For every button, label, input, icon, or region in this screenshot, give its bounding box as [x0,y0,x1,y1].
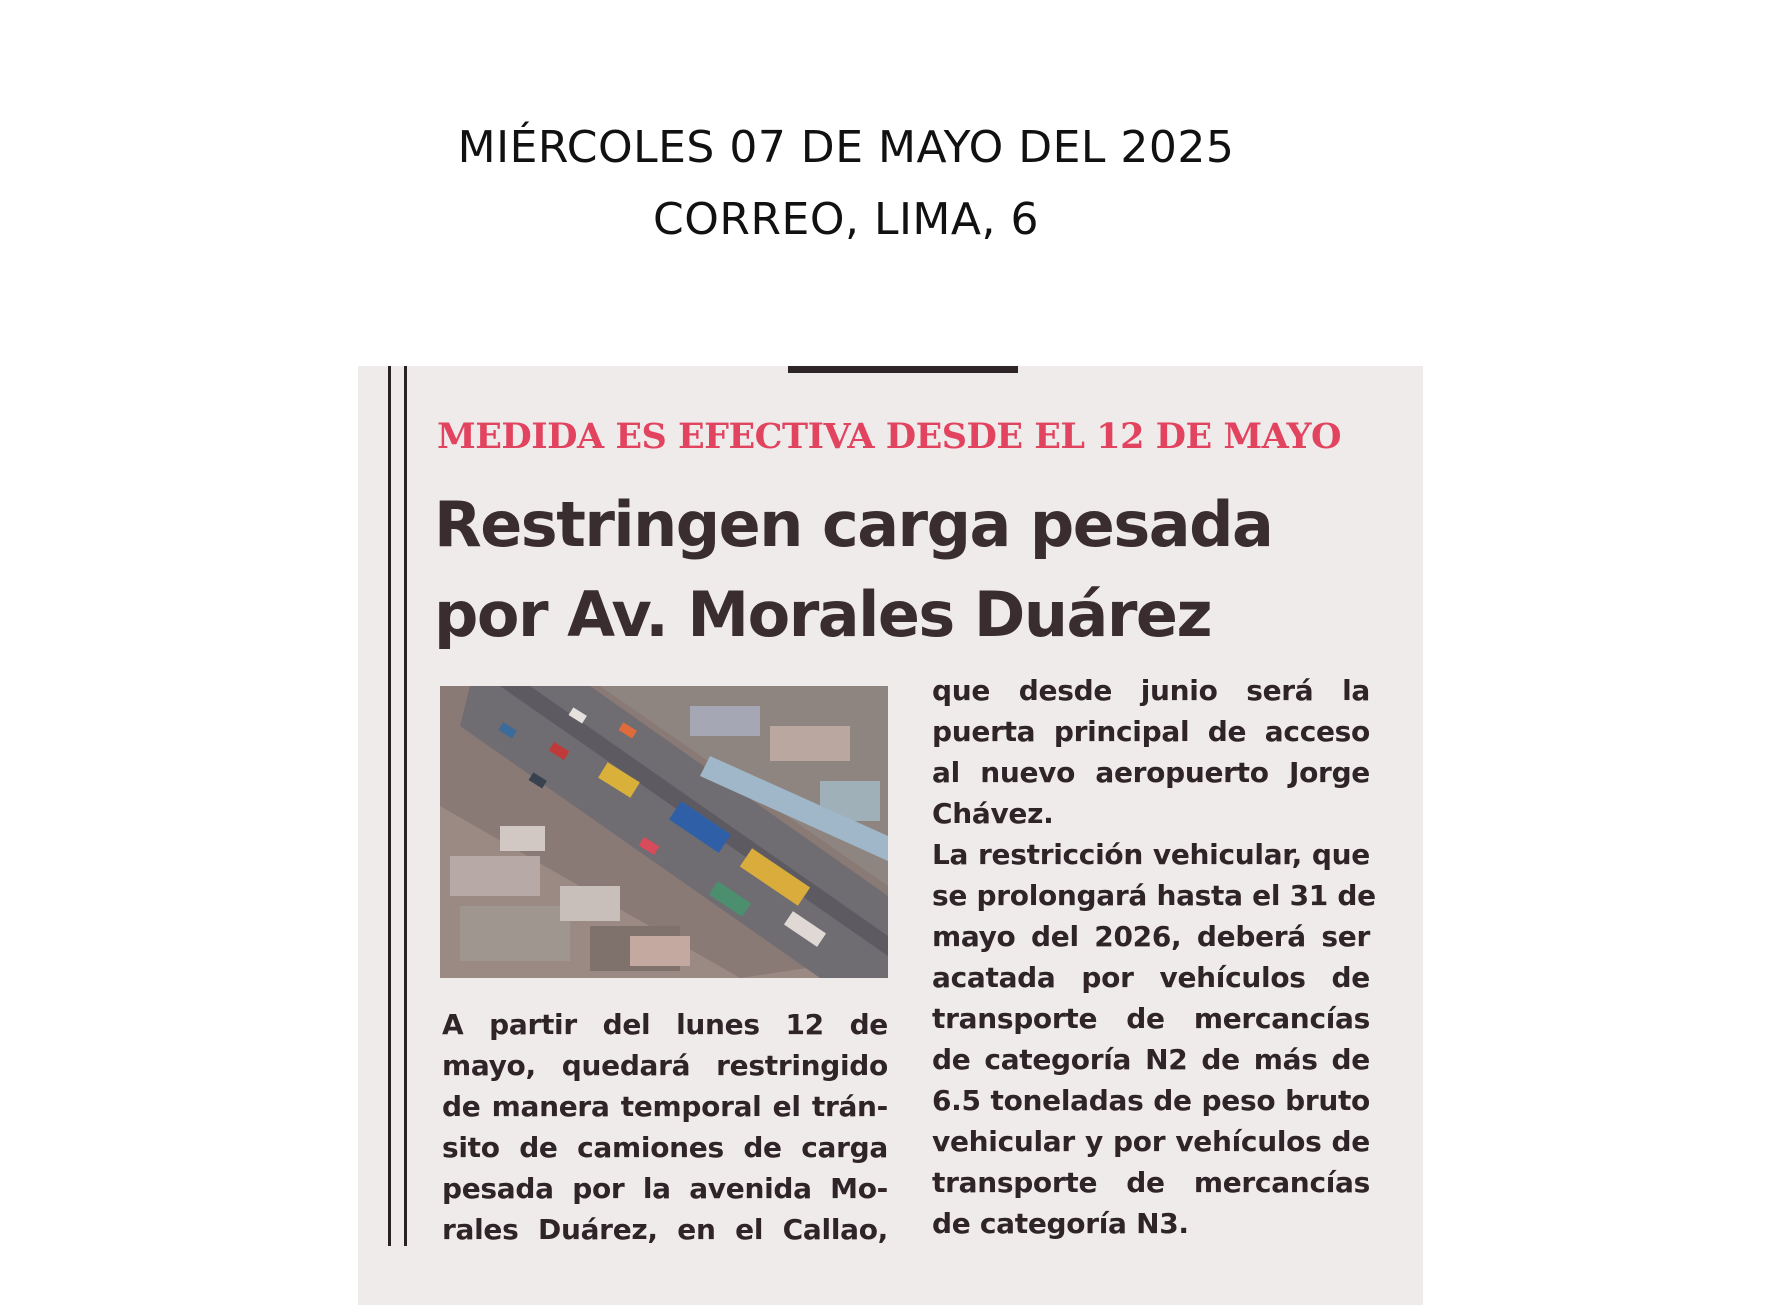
body-line: que desde junio será la [932,674,1370,707]
body-line: vehicular y por vehículos de [932,1125,1370,1158]
body-line: de categoría N3. [932,1207,1189,1240]
clipping-header [0,112,1692,256]
body-line: puerta principal de acceso [932,715,1370,748]
body-line: mayo del 2026, deberá ser [932,920,1370,953]
column-rule-left [388,366,391,1246]
column-rule-right [404,366,407,1246]
body-line: de manera temporal el trán- [442,1090,888,1123]
article-headline [434,480,1272,660]
body-line: Chávez. [932,797,1054,830]
body-line: transporte de mercancías [932,1166,1370,1199]
body-line: acatada por vehículos de [932,961,1370,994]
top-rule [788,366,1018,373]
body-line: pesada por la avenida Mo- [442,1172,888,1205]
body-line: rales Duárez, en el Callao, [442,1213,888,1246]
body-line: sito de camiones de carga [442,1131,888,1164]
headline-line-2: por Av. Morales Duárez [434,578,1212,651]
body-line: de categoría N2 de más de [932,1043,1370,1076]
body-line: La restricción vehicular, que [932,838,1370,871]
body-line: mayo, quedará restringido [442,1049,888,1082]
body-line: transporte de mercancías [932,1002,1370,1035]
article-kicker: MEDIDA ES EFECTIVA DESDE EL 12 DE MAYO [437,416,1341,457]
body-line: se prolongará hasta el 31 de [932,879,1376,912]
publication-date: MIÉRCOLES 07 DE MAYO DEL 2025 [457,122,1235,173]
headline-line-1: Restringen carga pesada [434,488,1273,561]
article-body-right-column [932,670,1376,1244]
body-line: 6.5 toneladas de peso bruto [932,1084,1370,1117]
body-line: al nuevo aeropuerto Jorge [932,756,1370,789]
article-body-left-column [442,1004,888,1250]
newspaper-clipping [358,366,1423,1305]
body-line: A partir del lunes 12 de [442,1008,888,1041]
aerial-traffic-photo [440,686,888,978]
publication-source: CORREO, LIMA, 6 [653,194,1039,245]
